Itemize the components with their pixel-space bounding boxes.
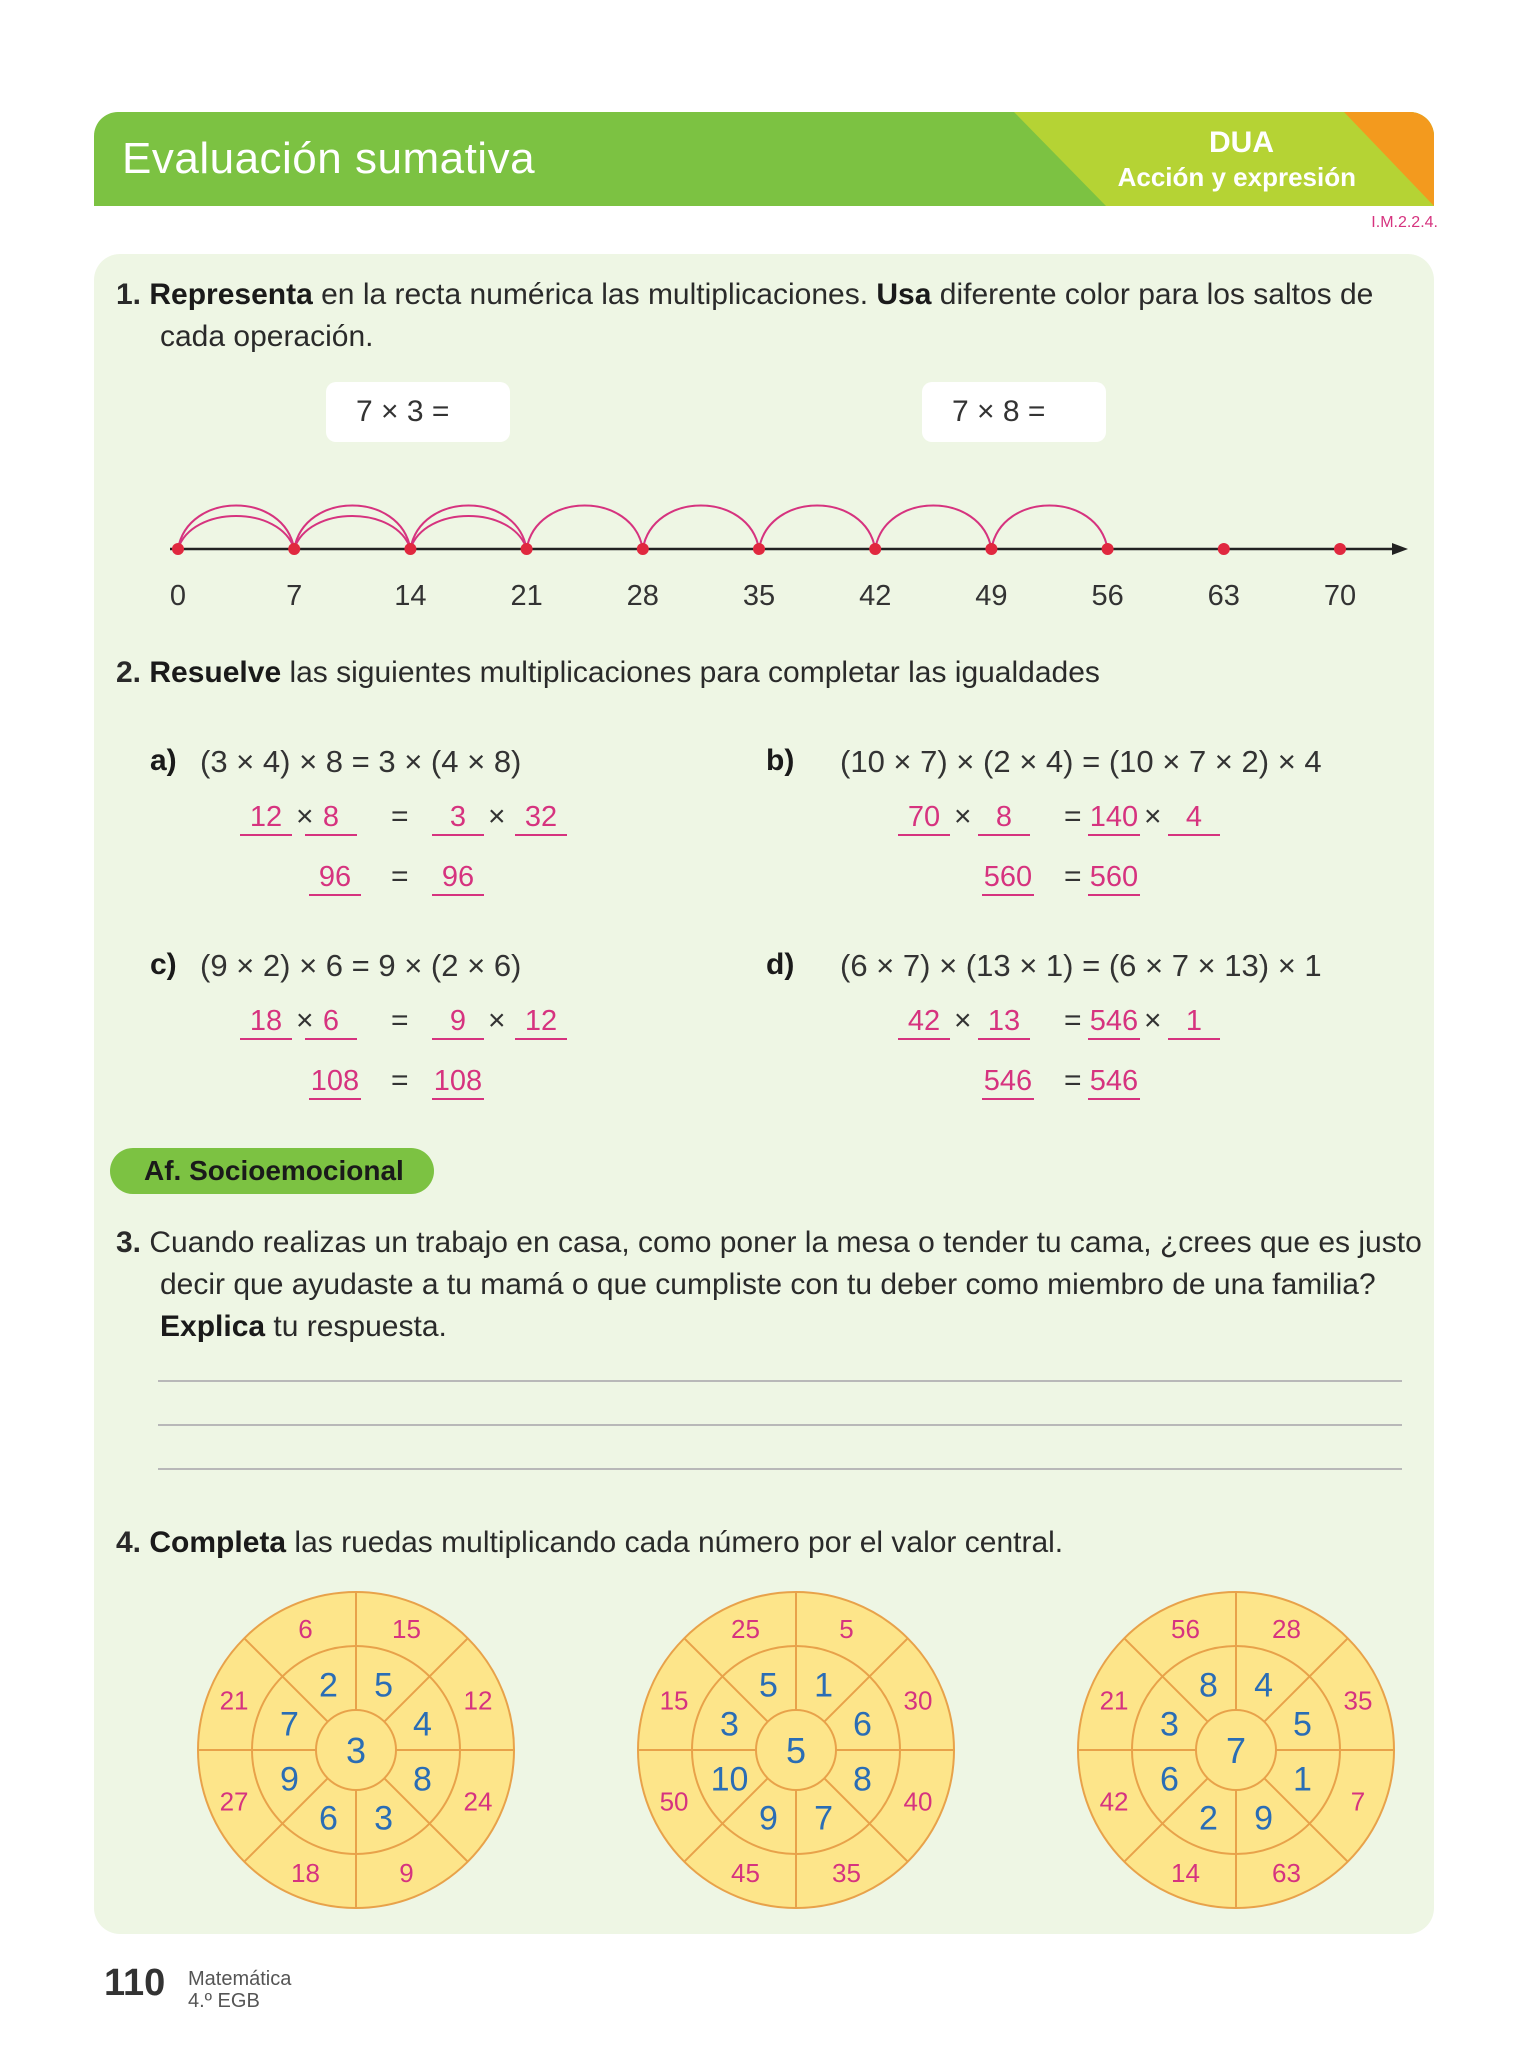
wheel-inner-number: 6 (853, 1705, 872, 1744)
answer-blank[interactable]: 9 (432, 1004, 484, 1040)
q3-verb: Explica (160, 1310, 266, 1343)
result-blank[interactable]: 560 (982, 860, 1034, 896)
answer-line-2[interactable] (158, 1424, 1402, 1426)
number-line-point (1218, 543, 1230, 555)
answer-blank[interactable]: 13 (978, 1004, 1030, 1040)
question-3 (116, 1222, 1436, 1348)
item-expression: (10 × 7) × (2 × 4) = (10 × 7 × 2) × 4 (840, 744, 1322, 779)
equals-sign: = (391, 1064, 409, 1097)
equals-sign: = (1064, 1004, 1082, 1037)
question-number: 3. (116, 1226, 142, 1259)
page-title: Evaluación sumativa (122, 134, 536, 183)
jump-arc-7x8 (527, 506, 643, 550)
times-sign: × (954, 800, 972, 833)
answer-blank[interactable]: 1 (1168, 1004, 1220, 1040)
wheel-outer-product[interactable]: 21 (1099, 1685, 1129, 1716)
wheel-inner-number: 8 (853, 1760, 872, 1799)
wheel-outer-product[interactable]: 15 (392, 1614, 421, 1645)
wheel-outer-product[interactable]: 21 (219, 1685, 249, 1716)
question-number: 2. (116, 656, 142, 689)
times-sign: × (296, 800, 314, 833)
multiplication-wheel (198, 1592, 514, 1908)
result-blank[interactable]: 108 (432, 1064, 484, 1100)
wheel-outer-product[interactable]: 15 (659, 1685, 689, 1716)
wheel-outer-product[interactable]: 63 (1272, 1857, 1301, 1888)
number-line-point (869, 543, 881, 555)
answer-blank[interactable]: 42 (898, 1004, 950, 1040)
wheel-inner-number: 3 (1160, 1705, 1179, 1744)
jump-arc-7x3 (178, 516, 294, 549)
item-label: c) (150, 948, 177, 981)
answer-line-3[interactable] (158, 1468, 1402, 1470)
indicator-code: I.M.2.2.4. (1371, 214, 1438, 231)
page-number: 110 (104, 1962, 166, 2004)
equals-sign: = (391, 1004, 409, 1037)
answer-blank[interactable]: 6 (305, 1004, 357, 1040)
wheel-outer-product[interactable]: 35 (832, 1857, 861, 1888)
equals-sign: = (1064, 1064, 1082, 1097)
number-line-point (288, 543, 300, 555)
q1-verb-2: Usa (876, 278, 932, 311)
number-line-tick-label: 56 (1091, 580, 1124, 612)
question-2 (116, 652, 1416, 694)
times-sign: × (488, 800, 506, 833)
wheel-inner-number: 1 (1293, 1760, 1312, 1799)
number-line-tick-label: 63 (1207, 580, 1240, 612)
answer-blank[interactable]: 32 (515, 800, 567, 836)
item-expression: (9 × 2) × 6 = 9 × (2 × 6) (200, 948, 522, 983)
wheel-outer-product[interactable]: 14 (1171, 1857, 1200, 1888)
wheel-outer-product[interactable]: 12 (463, 1685, 493, 1716)
wheel-outer-product[interactable]: 25 (731, 1614, 760, 1645)
question-number: 1. (116, 278, 142, 311)
number-line (0, 480, 1536, 620)
equals-sign: = (1064, 800, 1082, 833)
answer-box-7x3[interactable]: 7 × 3 = (326, 382, 510, 442)
wheel-inner-number: 7 (280, 1705, 299, 1744)
wheel-inner-number: 10 (710, 1760, 749, 1799)
wheel-outer-product[interactable]: 27 (219, 1786, 249, 1817)
wheel-inner-number: 2 (1198, 1799, 1218, 1838)
question-1 (116, 274, 1416, 358)
wheel-inner-number: 3 (374, 1799, 394, 1838)
number-line-tick-label: 42 (859, 580, 892, 612)
q1-text-3: cada operación. (160, 320, 374, 353)
number-line-tick-label: 35 (742, 580, 776, 612)
number-line-point (521, 543, 533, 555)
wheel-outer-product[interactable]: 24 (463, 1786, 493, 1817)
result-blank[interactable]: 108 (309, 1064, 361, 1100)
wheel-inner-number: 5 (1293, 1705, 1312, 1744)
wheel-inner-number: 9 (280, 1760, 299, 1799)
dua-title: DUA (1209, 126, 1274, 159)
wheel-outer-product[interactable]: 45 (731, 1857, 760, 1888)
q4-verb: Completa (149, 1526, 287, 1559)
number-line-point (404, 543, 416, 555)
answer-blank[interactable]: 70 (898, 800, 950, 836)
jump-arc-7x8 (991, 506, 1107, 550)
wheel-outer-product[interactable]: 42 (1099, 1786, 1129, 1817)
item-label: d) (766, 948, 795, 981)
number-line-tick-label: 0 (169, 580, 187, 612)
dua-subtitle: Acción y expresión (1117, 162, 1356, 192)
result-blank[interactable]: 96 (309, 860, 361, 896)
result-blank[interactable]: 96 (432, 860, 484, 896)
wheel-inner-number: 3 (720, 1705, 739, 1744)
result-blank[interactable]: 546 (982, 1064, 1034, 1100)
answer-blank[interactable]: 18 (240, 1004, 292, 1040)
wheel-outer-product[interactable]: 5 (839, 1614, 854, 1645)
wheel-outer-product[interactable]: 28 (1272, 1614, 1301, 1645)
wheel-inner-number: 9 (758, 1799, 778, 1838)
answer-blank[interactable]: 8 (305, 800, 357, 836)
multiplication-wheel (638, 1592, 954, 1908)
result-blank[interactable]: 546 (1088, 1064, 1140, 1100)
q3-text-1: Cuando realizas un trabajo en casa, como poner la mesa o tender tu cama, ¿crees que es justo (149, 1226, 1422, 1259)
q3-text-3: tu respuesta. (265, 1310, 447, 1343)
header-bar (94, 112, 1434, 206)
wheel-outer-product[interactable]: 9 (399, 1857, 414, 1888)
q1-text-1: en la recta numérica las multiplicaciones. (312, 278, 877, 311)
number-line-point (985, 543, 997, 555)
wheel-outer-product[interactable]: 6 (298, 1614, 313, 1645)
times-sign: × (1144, 800, 1162, 833)
answer-box-7x8[interactable]: 7 × 8 = (922, 382, 1106, 442)
footer-subject (188, 1968, 291, 2012)
number-line-point (637, 543, 649, 555)
q1-text-2: diferente color para los saltos de (931, 278, 1374, 311)
number-line-tick-label: 7 (286, 580, 303, 612)
jump-arc-7x3 (410, 516, 526, 549)
wheel-outer-product[interactable]: 18 (291, 1857, 320, 1888)
times-sign: × (1144, 1004, 1162, 1037)
wheel-outer-product[interactable]: 50 (659, 1786, 689, 1817)
item-expression: (3 × 4) × 8 = 3 × (4 × 8) (200, 744, 522, 779)
equals-sign: = (1064, 860, 1082, 893)
item-label: b) (766, 744, 795, 777)
wheel-inner-number: 5 (758, 1666, 778, 1705)
equals-sign: = (391, 800, 409, 833)
number-line-tick-label: 14 (394, 580, 427, 612)
number-line-point (1102, 543, 1114, 555)
number-line-tick-label: 28 (626, 580, 659, 612)
jump-arc-7x8 (643, 506, 759, 550)
question-number: 4. (116, 1526, 142, 1559)
answer-blank[interactable]: 12 (515, 1004, 567, 1040)
number-line-tick-label: 21 (510, 580, 543, 612)
multiplication-wheels (0, 1590, 1536, 1920)
q2-verb: Resuelve (149, 656, 282, 689)
item-label: a) (150, 744, 177, 777)
q2-text: las siguientes multiplicaciones para completar las igualdades (281, 656, 1100, 689)
result-blank[interactable]: 560 (1088, 860, 1140, 896)
wheel-inner-number: 1 (814, 1666, 834, 1705)
item-expression: (6 × 7) × (13 × 1) = (6 × 7 × 13) × 1 (840, 948, 1322, 983)
footer-subject-name: Matemática (188, 1968, 292, 1990)
wheel-inner-number: 4 (1254, 1666, 1274, 1705)
wheel-inner-number: 5 (374, 1666, 394, 1705)
wheel-center-value: 5 (785, 1730, 807, 1771)
socioemotional-badge: Af. Socioemocional (110, 1148, 434, 1194)
wheel-inner-number: 8 (1198, 1666, 1218, 1705)
answer-blank[interactable]: 546 (1088, 1004, 1140, 1040)
jump-arc-7x3 (294, 516, 410, 549)
multiplication-wheel (1078, 1592, 1394, 1908)
answer-line-1[interactable] (158, 1380, 1402, 1382)
number-line-tick-label: 49 (975, 580, 1008, 612)
question-4 (116, 1522, 1416, 1564)
times-sign: × (954, 1004, 972, 1037)
wheel-outer-product[interactable]: 56 (1171, 1614, 1200, 1645)
number-line-point (172, 543, 184, 555)
q1-verb-1: Representa (149, 278, 313, 311)
answer-blank[interactable]: 12 (240, 800, 292, 836)
answer-blank[interactable]: 140 (1088, 800, 1140, 836)
wheel-inner-number: 7 (814, 1799, 834, 1838)
answer-blank[interactable]: 8 (978, 800, 1030, 836)
jump-arc-7x8 (875, 506, 991, 550)
answer-blank[interactable]: 3 (432, 800, 484, 836)
wheel-outer-product[interactable]: 40 (903, 1786, 933, 1817)
wheel-inner-number: 6 (318, 1799, 338, 1838)
wheel-outer-product[interactable]: 30 (903, 1685, 933, 1716)
wheel-inner-number: 2 (318, 1666, 338, 1705)
equals-sign: = (391, 860, 409, 893)
number-line-point (1334, 543, 1346, 555)
number-line-tick-label: 70 (1323, 580, 1357, 612)
wheel-center-value: 3 (345, 1730, 367, 1771)
wheel-center-value: 7 (1225, 1730, 1247, 1771)
wheel-inner-number: 9 (1254, 1799, 1274, 1838)
jump-arc-7x8 (759, 506, 875, 550)
number-line-point (753, 543, 765, 555)
wheel-inner-number: 8 (413, 1760, 432, 1799)
wheel-outer-product[interactable]: 7 (1350, 1786, 1366, 1817)
q4-text: las ruedas multiplicando cada número por el valor central. (286, 1526, 1064, 1559)
wheel-inner-number: 6 (1160, 1760, 1179, 1799)
q3-text-2: decir que ayudaste a tu mamá o que cumpliste con tu deber como miembro de una familia? (160, 1268, 1376, 1301)
times-sign: × (488, 1004, 506, 1037)
wheel-inner-number: 4 (413, 1705, 432, 1744)
times-sign: × (296, 1004, 314, 1037)
answer-blank[interactable]: 4 (1168, 800, 1220, 836)
footer-grade: 4.º EGB (188, 1990, 260, 2012)
wheel-outer-product[interactable]: 35 (1343, 1685, 1373, 1716)
